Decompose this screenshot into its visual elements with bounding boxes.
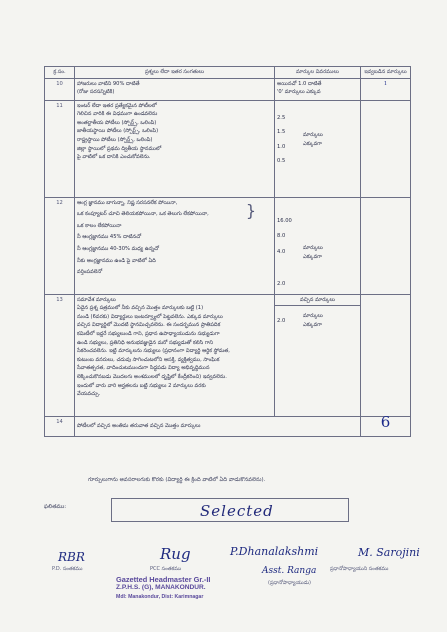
marks-value: 2.0 — [277, 281, 286, 288]
row-marks-detail — [275, 100, 361, 197]
table-row — [45, 197, 411, 294]
pd-caption: P.D. సంతకము — [52, 566, 83, 572]
stamp-line: Mdl: Manakondur, Dist: Karimnagar — [116, 593, 204, 600]
table-row — [45, 100, 411, 197]
criteria-line: జిల్లా స్థాయిలో ప్రథమ ద్వితీయ స్థానములో — [77, 145, 162, 152]
criteria-line: వర్తింపవలెనో — [77, 269, 103, 276]
criteria-line: ఒక కంప్యూటర్ చూచి తెలియకపోయినా, ఒక తెలుగు లేకపోయినా, — [77, 211, 209, 218]
member-signature-2: M. Sarojini — [358, 546, 420, 559]
criteria-line: నీ ఆంగ్లజ్ఞానము 45% దాటినచో — [77, 234, 142, 241]
marks-value: 2.5 — [277, 114, 286, 121]
criteria-line: ఒక కాలం లేకపోయినా — [77, 222, 122, 229]
criteria-line: సేకరించవలెను. ఇట్టి మార్కులను సభ్యులు (ప్రధానంగా విద్యార్థి ఆర్థిక స్థోమత, — [77, 348, 230, 355]
row-criteria — [75, 100, 275, 197]
criteria-line: (రోజు సరసన్నిటికి) — [77, 89, 115, 96]
result-label: ఫలితము: — [44, 504, 67, 510]
headmaster-stamp — [116, 576, 210, 601]
marks-values — [277, 312, 297, 329]
criteria-line: ఉండి సభ్యులు, ప్రతినిధి అనుభవజ్ఞుడైన మరో సభ్యుడుతో కలిసి గాని — [77, 339, 214, 346]
criteria-line: లెక్కించుకొనబడు మొదలగు అంశములలో దృష్టిలో కేంద్రీకరించి) ఇవ్వవలెను. — [77, 373, 227, 380]
criteria-line: సమావేశ మార్కులు — [77, 296, 116, 303]
marks-given-cell — [361, 197, 411, 294]
pcc-signature: Rug — [160, 545, 191, 563]
marks-label: మార్కులు ఎక్కువగా — [303, 313, 323, 328]
row-criteria — [75, 78, 275, 100]
row-criteria — [75, 197, 275, 294]
marks-label: మార్కులు ఎక్కువగా — [303, 132, 323, 147]
criteria-line: హాజరులు వాటిని 90% దాటితే — [77, 80, 140, 87]
header-sno: క్ర.సం. — [45, 67, 75, 79]
criteria-line: పై వాటిలో ఒక దానికి ఎంచుకోవలెను. — [77, 154, 151, 161]
handwritten-score: 1 — [361, 78, 411, 100]
marks-given-cell — [361, 100, 411, 197]
marks-value: 1.0 — [277, 143, 286, 150]
criteria-line: నీకు ఆంగ్లజ్ఞానము ఉండి పై వాటిలో ఏది — [77, 257, 156, 264]
criteria-line: కుటుంబ వనరులు, చదువు సాగించుటలోని ఆసక్తి, వ్యక్తిత్వము, సాంఘిక — [77, 356, 220, 363]
criteria-line: వేయవచ్చు. — [77, 391, 101, 398]
marks-given-cell — [361, 294, 411, 416]
marks-line: '0' మార్కులు ఎక్కువ — [277, 89, 321, 96]
criteria-line: నుండి (6వరకు) విద్యార్థులు ఇంటర్వ్యూలో పెట్టవలెను. ఎక్కువ మార్కులు — [77, 313, 223, 320]
header-criteria: ప్రశ్నలు లేదా ఇతర సంగతులు — [75, 67, 275, 79]
row-number: 12 — [45, 197, 75, 294]
criteria-line: సేవాతత్పరత, వాదించుటముందుగా సిద్ధపడు విద్యా అభివృద్ధిమున — [77, 365, 210, 372]
brace-mark: } — [245, 200, 256, 220]
marks-value: 8.0 — [277, 233, 286, 240]
row-marks-detail — [275, 78, 361, 100]
criteria-line: కమిటీలో ఇద్దరే సభ్యులుండి గాని, ప్రధాన ఉపాధ్యాయుడును సభ్యుడుగా — [77, 330, 220, 337]
table-row — [45, 294, 411, 416]
footnote: గూర్పులుగాను అవసరాలగుకు కొరకు (విద్యార్థి ఈ క్రింది వాటిలో ఏది వాడుకొనవలెను). — [88, 477, 266, 483]
criteria-line: జాతీయస్థాయి పోటీలు (స్పోర్ట్స్, ఒలింపి) — [77, 128, 159, 135]
stamp-line: Z.P.H.S. (G), MANAKONDUR. — [116, 584, 206, 592]
hm-caption-sub: (ప్రధానోపాధ్యాయుడు) — [268, 580, 312, 586]
member-signature-1: P.Dhanalakshmi — [230, 545, 319, 558]
marks-value: 0.5 — [277, 158, 286, 165]
row-criteria — [75, 294, 275, 416]
row-number: 14 — [45, 416, 75, 436]
table-row — [45, 78, 411, 100]
table-row — [45, 416, 411, 436]
handwritten-total-score: 6 — [361, 416, 411, 436]
member-signature-3: Asst. Ranga — [262, 566, 317, 576]
row-number: 10 — [45, 78, 75, 100]
result-value-handwritten: Selected — [200, 502, 274, 520]
header-marks-given: ఇవ్వబడిన మార్కులు — [361, 67, 411, 79]
marks-label: మార్కులు ఎక్కువగా — [303, 245, 323, 260]
row-criteria — [75, 416, 361, 436]
marks-value: 4.0 — [277, 248, 286, 255]
marks-value: 1.5 — [277, 129, 286, 136]
marks-line: అయినచో 1.0 దాటితే — [277, 80, 322, 87]
criteria-line: ఇంటర్ లేదా ఇతర ప్రత్యేకమైన పోటీలలో — [77, 102, 157, 109]
pcc-caption: PCC సంతకము — [150, 566, 182, 572]
pd-signature: RBR — [58, 550, 85, 564]
marks-values — [277, 114, 297, 166]
criteria-line: ఏదైన ప్రశ్న పత్రములో నీకు వచ్చిన మొత్తం మార్కులకు బట్టి (1) — [77, 305, 204, 312]
criteria-line: అంతర్జాతీయ పోటీలు (స్పోర్ట్స్, ఒలింపి) — [77, 119, 157, 126]
evaluation-table — [44, 66, 411, 437]
row-marks-detail — [275, 197, 361, 294]
criteria-line: ఆంగ్ల జ్ఞానము బాగున్నా, నిష్ణ సరసనలేక పోయినా, — [77, 199, 178, 206]
row-marks-detail — [275, 294, 361, 416]
marks-values — [277, 217, 297, 289]
row-number: 13 — [45, 294, 75, 416]
marks-value: 2.0 — [277, 318, 286, 325]
row-number: 11 — [45, 100, 75, 197]
header-marks-detail: మార్కుల వివరములు — [275, 67, 361, 79]
criteria-line: పోటీలలో వచ్చిన అంతిమ తరువాత వచ్చిన మొత్తం మార్కులు — [77, 422, 201, 429]
criteria-line: రాష్ట్రస్థాయి పోటీలు (స్పోర్ట్స్, ఒలింపి) — [77, 136, 153, 143]
marks-value: 16.00 — [277, 217, 292, 224]
marks-subheader: వచ్చిన మార్కులు — [275, 295, 360, 307]
criteria-line: ఇందులో వారు వారి అర్హతలను బట్టి సభ్యులు 2 మార్కులు వరకు — [77, 382, 206, 389]
criteria-line: వచ్చిన విద్యార్థిలో మొదటి స్థానమిచ్చవలెను. ఈ సందర్భమున ప్రాతిపదిక — [77, 322, 221, 329]
table-header-row — [45, 67, 411, 79]
criteria-line: నీ ఆంగ్లజ్ఞానము 40-30% మధ్య ఉన్నచో — [77, 245, 160, 252]
stamp-line: Gazetted Headmaster Gr.-II — [116, 575, 211, 584]
hm-caption: ప్రధానోపాధ్యాయుని సంతకము — [330, 566, 389, 572]
criteria-line: గెలిచిన వారికి ఈ విధముగా ఉండవలెను — [77, 111, 158, 118]
